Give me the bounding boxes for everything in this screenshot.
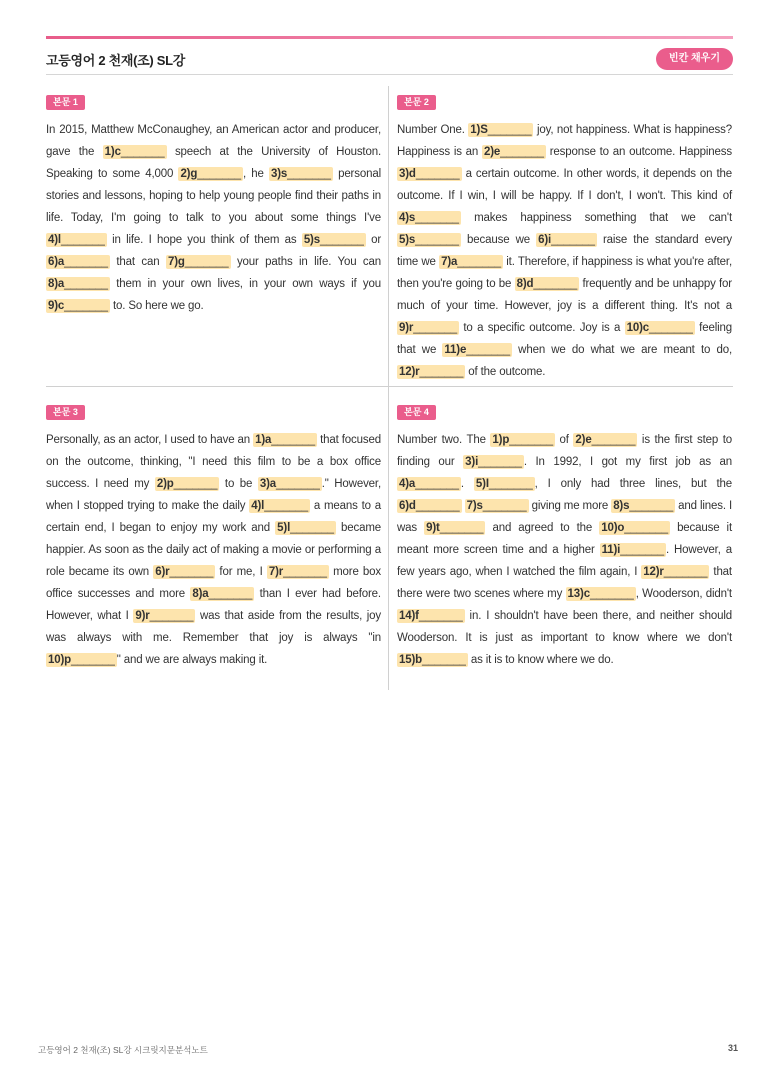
footer-book-title: 고등영어 2 천재(조) SL강 시크릿지문분석노트	[38, 1045, 208, 1055]
passage-text-run: that there were two scenes where my	[397, 566, 732, 600]
blank-field[interactable]: 10)o_______	[601, 522, 668, 534]
passage-text-run: your paths in life. You can	[230, 256, 382, 268]
passage-3	[46, 402, 381, 671]
blank-field[interactable]: 7)a_______	[441, 256, 501, 268]
passage-label: 본문 1	[46, 95, 85, 110]
passage-text	[397, 119, 732, 383]
blank-field[interactable]: 12)r_______	[399, 366, 464, 378]
passage-text-run: , he	[242, 168, 269, 180]
passage-text-run: " and we are always making it.	[116, 654, 268, 666]
passage-text-run: because it meant more screen time and a higher	[397, 522, 733, 556]
blank-field[interactable]: 5)s_______	[399, 234, 459, 246]
page-title: 고등영어 2 천재(조) SL강	[46, 53, 185, 68]
blank-field[interactable]: 6)r_______	[155, 566, 214, 578]
passage-text	[397, 429, 732, 671]
blank-field[interactable]: 3)d_______	[399, 168, 460, 180]
passage-text-run: to. So here we go.	[109, 300, 204, 312]
blank-field[interactable]: 3)s_______	[270, 168, 331, 180]
top-accent-rule	[46, 36, 733, 39]
passage-text-run: in. I shouldn't have been there, and neither should Wooderson. It is just as important to know where we don't	[397, 610, 732, 644]
blank-field[interactable]: 4)l_______	[251, 500, 308, 512]
blank-field[interactable]: 8)d_______	[516, 278, 578, 290]
passage-text-run: response to an outcome. Happiness	[545, 146, 732, 158]
passage-text-run: a certain outcome. In other words, it depends on the outcome. If I win, I will be happy. If I don't, I won't. This kind of	[397, 168, 732, 202]
blank-field[interactable]: 2)p_______	[156, 478, 218, 490]
blank-field[interactable]: 7)s_______	[466, 500, 527, 512]
passage-text-run: makes happiness something that we can't	[460, 212, 732, 224]
blank-field[interactable]: 8)a_______	[48, 278, 108, 290]
passage-text-run: of the outcome.	[465, 366, 546, 378]
blank-field[interactable]: 2)e_______	[575, 434, 636, 446]
passage-text-run: is the first step to finding our	[397, 434, 732, 468]
passage-text-run: to a specific outcome. Joy is a	[459, 322, 625, 334]
row-divider	[46, 386, 733, 387]
passage-text	[46, 429, 381, 671]
blank-field[interactable]: 7)g_______	[167, 256, 229, 268]
passage-1	[46, 92, 381, 317]
blank-field[interactable]: 5)s_______	[303, 234, 364, 246]
blank-field[interactable]: 1)c_______	[104, 146, 165, 158]
column-divider-bottom	[388, 387, 389, 690]
passage-label: 본문 2	[397, 95, 436, 110]
blank-field[interactable]: 1)p_______	[492, 434, 553, 446]
passage-text-run: to be	[219, 478, 258, 490]
passage-2	[397, 92, 732, 383]
passage-text-run: personal stories and lessons, hoping to help young people find their paths in life. Today, I'm going to talk to you about some things I've	[46, 168, 381, 224]
blank-field[interactable]: 1)S_______	[470, 124, 532, 136]
passage-text-run: ." However, when I stopped trying to make the daily	[46, 478, 382, 512]
passage-text-run: , I only had three lines, but the	[534, 478, 733, 490]
column-divider-top	[388, 86, 389, 386]
passage-text-run: Personally, as an actor, I used to have an	[46, 434, 254, 446]
passage-label: 본문 4	[397, 405, 436, 420]
passage-text-run: that focused on the outcome, thinking, "I need this film to be a box office success. I need my	[46, 434, 381, 490]
passage-text-run: or	[365, 234, 381, 246]
passage-text-run: speech at the University of Houston. Speaking to some 4,000	[46, 146, 381, 180]
blank-field[interactable]: 6)i_______	[538, 234, 595, 246]
passage-text-run: it. Therefore, if happiness is what you're after, then you're going to be	[397, 256, 732, 290]
blank-field[interactable]: 2)g_______	[180, 168, 241, 180]
passage-text-run: than I ever had before. However, what I	[46, 588, 381, 622]
blank-field[interactable]: 4)l_______	[48, 234, 105, 246]
passage-4	[397, 402, 732, 671]
page-number: 31	[727, 1043, 738, 1053]
blank-field[interactable]: 7)r_______	[268, 566, 327, 578]
blank-field[interactable]: 6)a_______	[48, 256, 108, 268]
passage-text-run: In 2015, Matthew McConaughey, an American actor and producer, gave the	[46, 124, 381, 158]
passage-text-run: and agreed to the	[485, 522, 600, 534]
passage-text-run: was that aside from the results, joy was always with me. Remember that joy is always "in	[46, 610, 382, 644]
blank-field[interactable]: 11)e_______	[444, 344, 510, 356]
passage-text-run: , Wooderson, didn't	[635, 588, 732, 600]
passage-text-run: because we	[460, 234, 537, 246]
blank-field[interactable]: 14)f_______	[399, 610, 463, 622]
blank-field[interactable]: 6)d_______	[399, 500, 460, 512]
passage-text-run: . In 1992, I got my first job as an	[523, 456, 732, 468]
blank-field[interactable]: 2)e_______	[483, 146, 544, 158]
page-header	[46, 46, 733, 72]
passage-text-run: . However, a few years ago, when I watched the film again, I	[397, 544, 733, 578]
passage-text-run: when we do what we are meant to do,	[511, 344, 732, 356]
blank-field[interactable]: 3)a_______	[259, 478, 320, 490]
passage-text-run: Number two. The	[397, 434, 491, 446]
blank-field[interactable]: 3)i_______	[465, 456, 522, 468]
blank-field[interactable]: 13)c_______	[567, 588, 634, 600]
passage-text-run: of	[554, 434, 574, 446]
passage-text-run: more box office successes and more	[46, 566, 382, 600]
blank-field[interactable]: 5)l_______	[277, 522, 334, 534]
blank-field[interactable]: 8)a_______	[192, 588, 253, 600]
blank-field[interactable]: 9)r_______	[399, 322, 457, 334]
blank-field[interactable]: 9)c_______	[48, 300, 108, 312]
passage-text-run: raise the standard every time we	[397, 234, 732, 268]
blank-field[interactable]: 11)i_______	[601, 544, 664, 556]
exercise-type-badge: 빈칸 채우기	[656, 48, 733, 70]
blank-field[interactable]: 10)p_______	[48, 654, 115, 666]
passage-text-run: for me, I	[215, 566, 267, 578]
passage-text-run: giving me more	[528, 500, 612, 512]
blank-field[interactable]: 10)c_______	[626, 322, 693, 334]
passage-text-run: became happier. As soon as the daily act of making a movie or performing a role became its own	[46, 522, 381, 578]
blank-field[interactable]: 4)a_______	[399, 478, 459, 490]
blank-field[interactable]: 9)r_______	[135, 610, 194, 622]
passage-text-run: as it is to know where we do.	[467, 654, 614, 666]
header-divider	[46, 74, 733, 75]
passage-text-run: and lines. I was	[397, 500, 732, 534]
blank-field[interactable]: 1)a_______	[255, 434, 316, 446]
passage-text-run: in life. I hope you think of them as	[106, 234, 302, 246]
passage-text	[46, 119, 381, 317]
passage-text-run: Number One.	[397, 124, 469, 136]
passage-text-run: frequently and be unhappy for much of your time. However, joy is a different thing. It's not a	[397, 278, 732, 312]
blank-field[interactable]: 8)s_______	[613, 500, 674, 512]
passage-text-run: a means to a certain end, I began to enjoy my work and	[46, 500, 381, 534]
passage-text-run: feeling that we	[397, 322, 732, 356]
passage-label: 본문 3	[46, 405, 85, 420]
blank-field[interactable]: 5)I_______	[475, 478, 533, 490]
passage-text-run: that can	[109, 256, 166, 268]
passage-text-run: joy, not happiness. What is happiness? Happiness is an	[397, 124, 732, 158]
passage-text-run: them in your own lives, in your own ways if you	[109, 278, 381, 290]
blank-field[interactable]: 4)s_______	[399, 212, 459, 224]
blank-field[interactable]: 9)t_______	[426, 522, 484, 534]
passage-text-run: .	[460, 478, 474, 490]
blank-field[interactable]: 15)b_______	[399, 654, 466, 666]
blank-field[interactable]: 12)r_______	[643, 566, 708, 578]
